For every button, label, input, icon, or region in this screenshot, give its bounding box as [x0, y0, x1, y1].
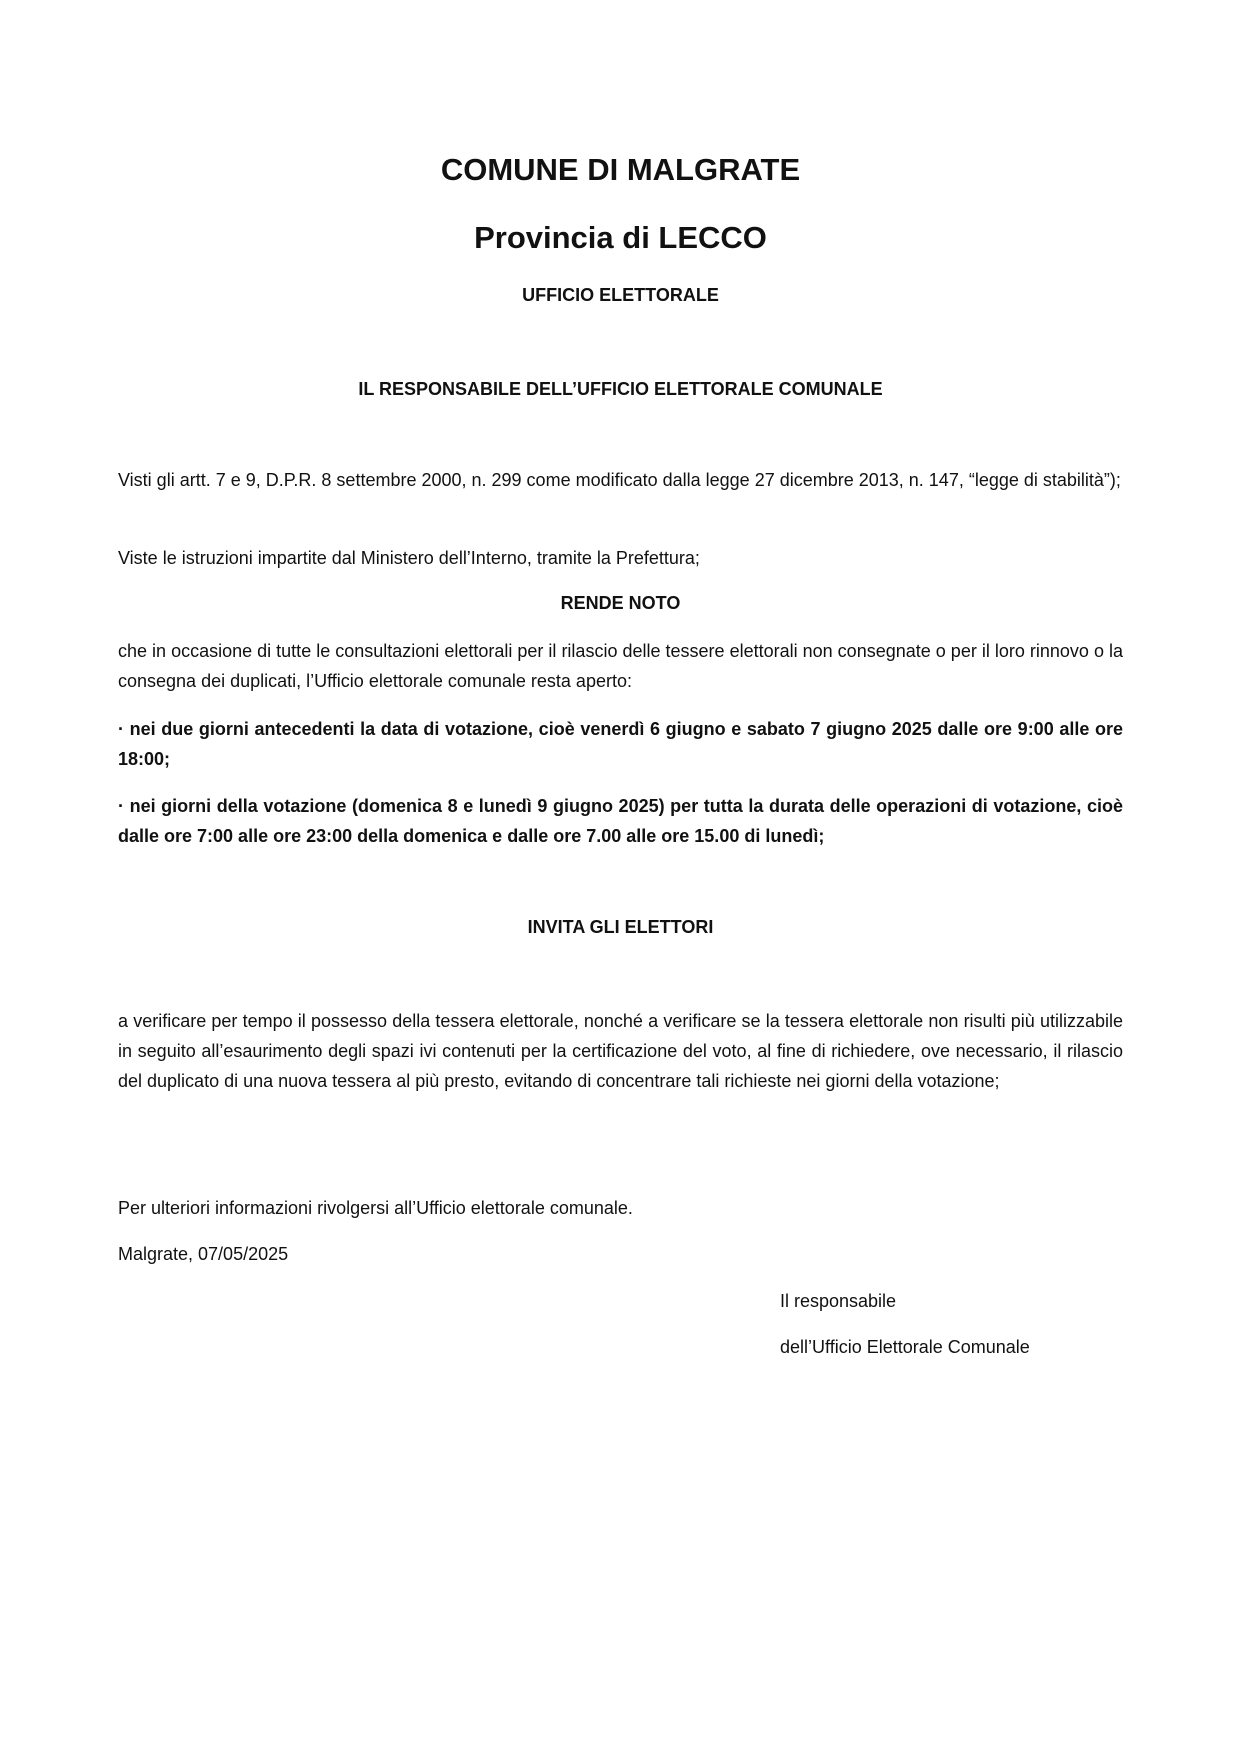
- invita-heading: INVITA GLI ELETTORI: [527, 917, 714, 937]
- responsabile-heading: IL RESPONSABILE DELL’UFFICIO ELETTORALE COMUNALE: [358, 379, 883, 399]
- signature-line-2: dell’Ufficio Elettorale Comunale: [780, 1337, 1030, 1357]
- viste-paragraph: Viste le istruzioni impartite dal Ministero dell’Interno, tramite la Prefettura;: [118, 548, 700, 568]
- schedule-bullet-pre-vote: · nei due giorni antecedenti la data di votazione, cioè venerdì 6 giugno e sabato 7 giugno 2025 dalle ore 9:00 alle ore 18:00;: [118, 719, 1123, 769]
- rende-noto-heading: RENDE NOTO: [560, 593, 681, 613]
- verify-paragraph: a verificare per tempo il possesso della tessera elettorale, nonché a verificare se la tessera elettorale non risulti più utilizzabile in seguito all’esaurimento degli spazi ivi contenuti per la certificazione del voto, al fine di richiedere, ove necessario, il rilascio del duplicato di una nuova tessera al più presto, evitando di concentrare tali richieste nei giorni della votazione;: [118, 1011, 1123, 1091]
- schedule-bullet-vote-days: · nei giorni della votazione (domenica 8 e lunedì 9 giugno 2025) per tutta la durata delle operazioni di votazione, cioè dalle ore 7:00 alle ore 23:00 della domenica e dalle ore 7.00 alle ore 15.00 di lunedì;: [118, 796, 1123, 846]
- province-title: Provincia di LECCO: [474, 220, 767, 255]
- opening-paragraph: che in occasione di tutte le consultazioni elettorali per il rilascio delle tessere elettorali non consegnate o per il loro rinnovo o la consegna dei duplicati, l’Ufficio elettorale comunale resta aperto:: [118, 641, 1123, 691]
- visti-paragraph: Visti gli artt. 7 e 9, D.P.R. 8 settembre 2000, n. 299 come modificato dalla legge 27 dicembre 2013, n. 147, “legge di stabilità”);: [118, 470, 1121, 490]
- info-paragraph: Per ulteriori informazioni rivolgersi all’Ufficio elettorale comunale.: [118, 1198, 633, 1218]
- office-name: UFFICIO ELETTORALE: [522, 285, 719, 305]
- municipality-title: COMUNE DI MALGRATE: [440, 152, 801, 187]
- place-date: Malgrate, 07/05/2025: [118, 1244, 289, 1264]
- signature-line-1: Il responsabile: [780, 1291, 897, 1311]
